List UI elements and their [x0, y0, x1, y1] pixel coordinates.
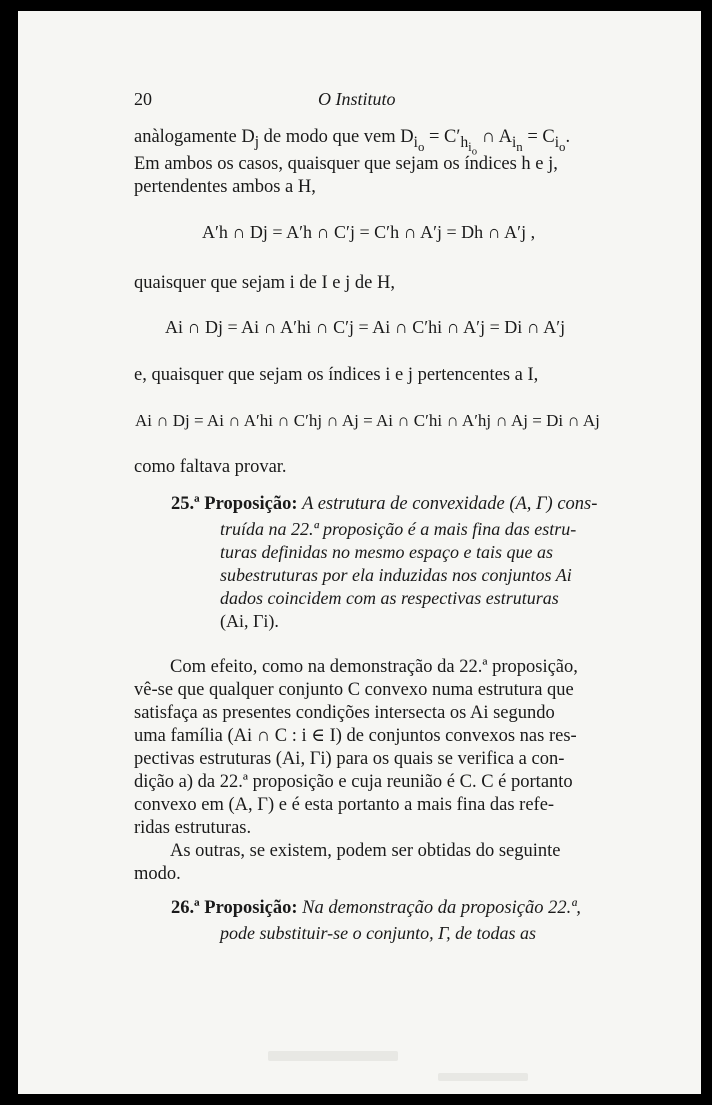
paragraph-line: convexo em (A, Γ) e é esta portanto a mais fina das refe-	[134, 795, 555, 815]
proposition-25-heading	[171, 494, 597, 515]
page-number: 20	[134, 89, 152, 109]
paragraph-line: As outras, se existem, podem ser obtidas do seguinte	[170, 841, 561, 861]
paragraph-line: pectivas estruturas (Ai, Γi) para os quais se verifica a con-	[134, 749, 565, 769]
scan-bleed-mark	[438, 1073, 528, 1081]
paragraph-line: satisfaça as presentes condições intersecta os Ai segundo	[134, 703, 555, 723]
proposition-26-heading	[171, 898, 581, 919]
proposition-25-number: 25.ª	[171, 494, 200, 514]
proposition-25-line: turas definidas no mesmo espaço e tais que as	[220, 542, 553, 562]
paragraph-line: uma família (Ai ∩ C : i ∈ I) de conjuntos convexos nas res-	[134, 726, 577, 746]
proposition-25-line: dados coincidem com as respectivas estruturas	[220, 588, 559, 608]
text-line-4: quaisquer que sejam i de I e j de H,	[134, 273, 395, 293]
proposition-25-text	[220, 518, 617, 633]
proposition-26-number: 26.ª	[171, 898, 200, 918]
equation-1: A′h ∩ Dj = A′h ∩ C′j = C′h ∩ A′j = Dh ∩ A′j ,	[202, 222, 536, 242]
paragraph-1	[134, 656, 617, 840]
running-title: O Instituto	[318, 89, 396, 109]
paragraph-line: Com efeito, como na demonstração da 22.ª proposição,	[170, 657, 578, 677]
paragraph-line: vê-se que qualquer conjunto C convexo numa estrutura que	[134, 680, 574, 700]
scan-bleed-mark	[268, 1051, 398, 1061]
paragraph-line: dição a) da 22.ª proposição e cuja reunião é C. C é portanto	[134, 772, 573, 792]
text-line-3: pertendentes ambos a H,	[134, 177, 316, 197]
proposition-26-label: Proposição:	[204, 898, 298, 918]
proposition-25-first-line: A estrutura de convexidade (A, Γ) cons-	[302, 494, 598, 514]
text-line-5: e, quaisquer que sejam os índices i e j pertencentes a I,	[134, 365, 539, 385]
equation-3: Ai ∩ Dj = Ai ∩ A′hi ∩ C′hj ∩ Aj = Ai ∩ C′hi ∩ A′hj ∩ Aj = Di ∩ Aj	[135, 411, 600, 430]
text-line-1: anàlogamente $D_j$ de modo que vem $D_{i_o} = C'_{h_{i_o}}$ ∩ $A_{i_n} = C_{i_o}$.	[134, 127, 571, 158]
proposition-25-label: Proposição:	[204, 494, 298, 514]
paragraph-line: ridas estruturas.	[134, 818, 252, 838]
proposition-25-line: truída na 22.ª proposição é a mais fina das estru-	[220, 519, 577, 539]
proposition-26-first-line: Na demonstração da proposição 22.ª,	[302, 898, 581, 918]
book-page	[18, 11, 701, 1094]
proposition-26-line: pode substituir-se o conjunto, Γ, de todas as	[220, 923, 537, 943]
proposition-26-text	[220, 922, 617, 945]
paragraph-2	[134, 840, 617, 886]
paragraph-line: modo.	[134, 864, 181, 884]
text-line-2: Em ambos os casos, quaisquer que sejam os índices h e j,	[134, 154, 558, 174]
proposition-25-line: (Ai, Γi).	[220, 611, 279, 631]
text-line-6: como faltava provar.	[134, 457, 287, 477]
equation-2: Ai ∩ Dj = Ai ∩ A′hi ∩ C′j = Ai ∩ C′hi ∩ A′j = Di ∩ A′j	[165, 317, 566, 337]
proposition-25-line: subestruturas por ela induzidas nos conjuntos Ai	[220, 565, 572, 585]
